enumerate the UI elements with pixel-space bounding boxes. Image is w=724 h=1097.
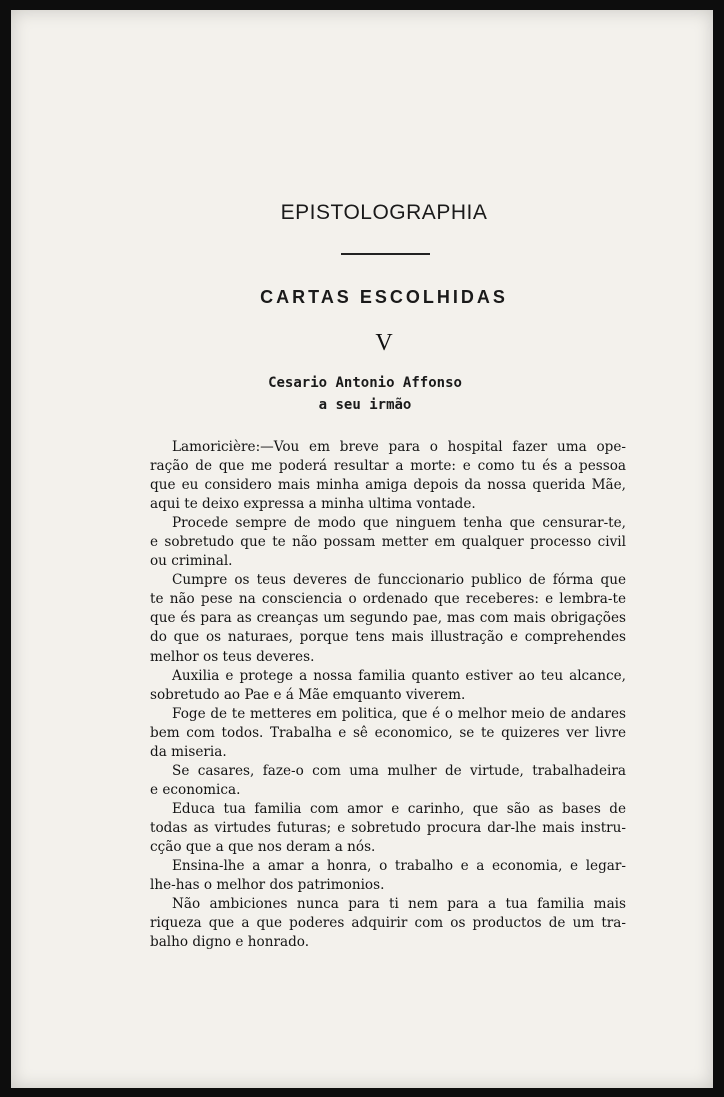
text-line: Educa tua familia com amor e carinho, que são as bases de <box>172 800 626 817</box>
text-line: Procede sempre de modo que ninguem tenha que censurar-te, <box>172 515 626 532</box>
text-line: Ensina-lhe a amar a honra, o trabalho e a economia, e legar- <box>172 858 626 875</box>
text-line: cção que a que nos deram a nós. <box>150 838 376 855</box>
letter-body <box>150 438 626 952</box>
text-line: sobretudo ao Pae e á Mãe emquanto viverem. <box>150 686 466 703</box>
title-divider <box>341 253 430 255</box>
text-line: balho digno e honrado. <box>150 934 310 951</box>
text-line: e economica. <box>150 781 241 798</box>
text-line: Se casares, faze-o com uma mulher de virtude, trabalhadeira <box>172 762 626 779</box>
text-line: te não pese na consciencia o ordenado que receberes: e lembra-te <box>150 591 626 608</box>
sender-name: Cesario Antonio Affonso <box>268 375 462 391</box>
section-title: CARTAS ESCOLHIDAS <box>260 287 508 307</box>
letter-number: V <box>375 330 393 356</box>
text-line: que és para as creanças um segundo pae, mas com mais obrigações <box>150 610 626 627</box>
text-line: da miseria. <box>150 743 227 760</box>
text-line: Foge de te metteres em politica, que é o melhor meio de andares <box>172 705 626 722</box>
text-line: Cumpre os teus deveres de funccionario publico de fórma que <box>172 572 626 589</box>
text-line: Não ambiciones nunca para ti nem para a tua familia mais <box>172 896 626 913</box>
text-line: do que os naturaes, porque tens mais illustração e comprehendes <box>150 629 626 646</box>
text-line: ração de que me poderá resultar a morte: e como tu és a pessoa <box>150 458 626 475</box>
text-line: bem com todos. Trabalha e sê economico, se te quizeres ver livre <box>150 724 626 741</box>
text-line: todas as virtudes futuras; e sobretudo procura dar-lhe mais instru- <box>150 819 626 836</box>
text-line: Lamoricière:—Vou em breve para o hospital fazer uma ope- <box>172 439 626 455</box>
page-title: EPISTOLOGRAPHIA <box>280 201 488 224</box>
text-line: lhe-has o melhor dos patrimonios. <box>150 877 385 894</box>
text-line: ou criminal. <box>150 553 233 570</box>
text-line: e sobretudo que te não possam metter em qualquer processo civil <box>150 534 626 551</box>
text-line: melhor os teus deveres. <box>150 648 315 665</box>
text-line: aqui te deixo expressa a minha ultima vontade. <box>150 496 476 513</box>
recipient-line: a seu irmão <box>318 397 412 413</box>
text-line: Auxilia e protege a nossa familia quanto estiver ao teu alcance, <box>172 667 626 684</box>
text-line: riqueza que a que poderes adquirir com os productos de um tra- <box>150 915 626 932</box>
text-line: que eu considero mais minha amiga depois da nossa querida Mãe, <box>150 477 626 494</box>
